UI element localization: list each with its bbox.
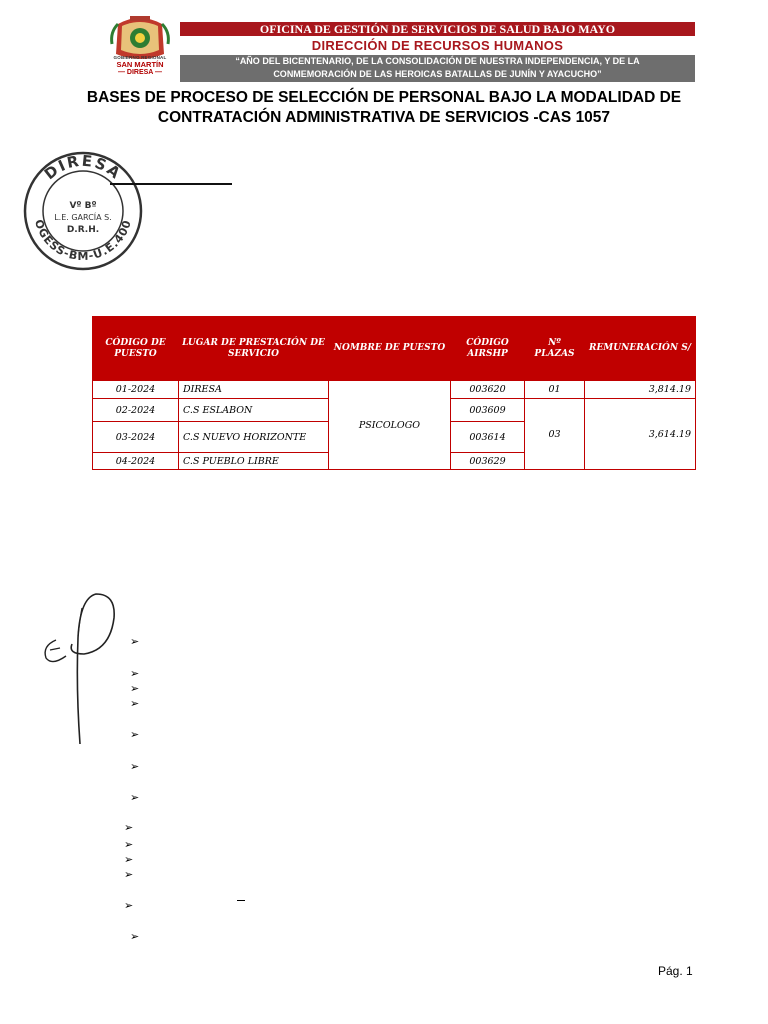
motto-band — [180, 55, 695, 82]
bullet-icon: ➢ — [130, 792, 140, 804]
bullet-icon: ➢ — [130, 683, 140, 695]
bullet-icon: ➢ — [130, 636, 140, 648]
cell-place: C.S ESLABON — [179, 399, 329, 422]
cell-airshp: 003629 — [451, 453, 525, 470]
bullet-icon: ➢ — [124, 839, 134, 851]
dash-mark — [237, 900, 245, 901]
cell-place: C.S NUEVO HORIZONTE — [179, 422, 329, 453]
header-code: CÓDIGO DE PUESTO — [93, 317, 179, 381]
motto-line-1: “AÑO DEL BICENTENARIO, DE LA CONSOLIDACIÓN DE NUESTRA INDEPENDENCIA, Y DE LA — [235, 56, 640, 66]
cell-salary: 3,614.19 — [585, 399, 696, 470]
bullet-icon: ➢ — [124, 869, 134, 881]
cell-airshp: 003614 — [451, 422, 525, 453]
office-band: OFICINA DE GESTIÓN DE SERVICIOS DE SALUD BAJO MAYO — [180, 22, 695, 36]
cell-code: 02-2024 — [93, 399, 179, 422]
bullet-icon: ➢ — [130, 668, 140, 680]
direction-band: DIRECCIÓN DE RECURSOS HUMANOS — [311, 38, 564, 53]
logo-caption — [100, 56, 180, 76]
regional-government-logo — [104, 14, 176, 94]
stamp-line-2: L.E. GARCÍA S. — [54, 213, 112, 222]
cell-airshp: 003609 — [451, 399, 525, 422]
logo-line-2: SAN MARTÍN — [116, 59, 164, 69]
cell-place: C.S PUEBLO LIBRE — [179, 453, 329, 470]
stamp-line-3: D.R.H. — [66, 225, 100, 235]
cell-code: 04-2024 — [93, 453, 179, 470]
cell-position-name: PSICOLOGO — [329, 381, 451, 470]
stamp-line-1: Vº Bº — [69, 201, 97, 211]
bullet-icon: ➢ — [124, 900, 134, 912]
signature-line — [110, 183, 232, 185]
bullet-icon: ➢ — [130, 729, 140, 741]
bullet-icon: ➢ — [124, 854, 134, 866]
cell-plazas: 03 — [525, 399, 585, 470]
logo-line-1: GOBIERNO REGIONAL — [113, 55, 167, 60]
header-place: LUGAR DE PRESTACIÓN DE SERVICIO — [179, 317, 329, 381]
cell-code: 01-2024 — [93, 381, 179, 399]
cell-plazas: 01 — [525, 381, 585, 399]
cell-airshp: 003620 — [451, 381, 525, 399]
page-number: Pág. 1 — [658, 964, 693, 978]
title-line-1: BASES DE PROCESO DE SELECCIÓN DE PERSONAL BAJO LA MODALIDAD DE — [86, 89, 682, 106]
header-salary: REMUNERACIÓN S/ — [585, 317, 696, 381]
table-header-row — [93, 317, 696, 381]
stamp-bottom-text: OGESS-BM-U.E.400 — [31, 217, 135, 264]
header-plazas: Nº PLAZAS — [525, 317, 585, 381]
bullet-icon: ➢ — [130, 761, 140, 773]
logo-line-3: — DIRESA — — [117, 68, 163, 76]
document-title — [60, 88, 708, 128]
motto-line-2: CONMEMORACIÓN DE LAS HEROICAS BATALLAS DE JUNÍN Y AYACUCHO” — [273, 69, 602, 79]
bullet-icon: ➢ — [130, 698, 140, 710]
svg-text:DIRESA — [41, 152, 125, 184]
bullet-icon: ➢ — [130, 931, 140, 943]
header-airshp: CÓDIGO AIRSHP — [451, 317, 525, 381]
header-name: NOMBRE DE PUESTO — [329, 317, 451, 381]
cell-place: DIRESA — [179, 381, 329, 399]
cell-salary: 3,814.19 — [585, 381, 696, 399]
bullet-icon: ➢ — [124, 822, 134, 834]
handwritten-signature — [36, 588, 126, 748]
positions-table — [92, 316, 696, 470]
title-line-2: CONTRATACIÓN ADMINISTRATIVA DE SERVICIOS -CAS 1057 — [157, 109, 611, 126]
cell-code: 03-2024 — [93, 422, 179, 453]
approval-stamp — [22, 150, 144, 272]
table-row — [93, 381, 696, 399]
stamp-top-text: DIRESA — [40, 151, 126, 184]
